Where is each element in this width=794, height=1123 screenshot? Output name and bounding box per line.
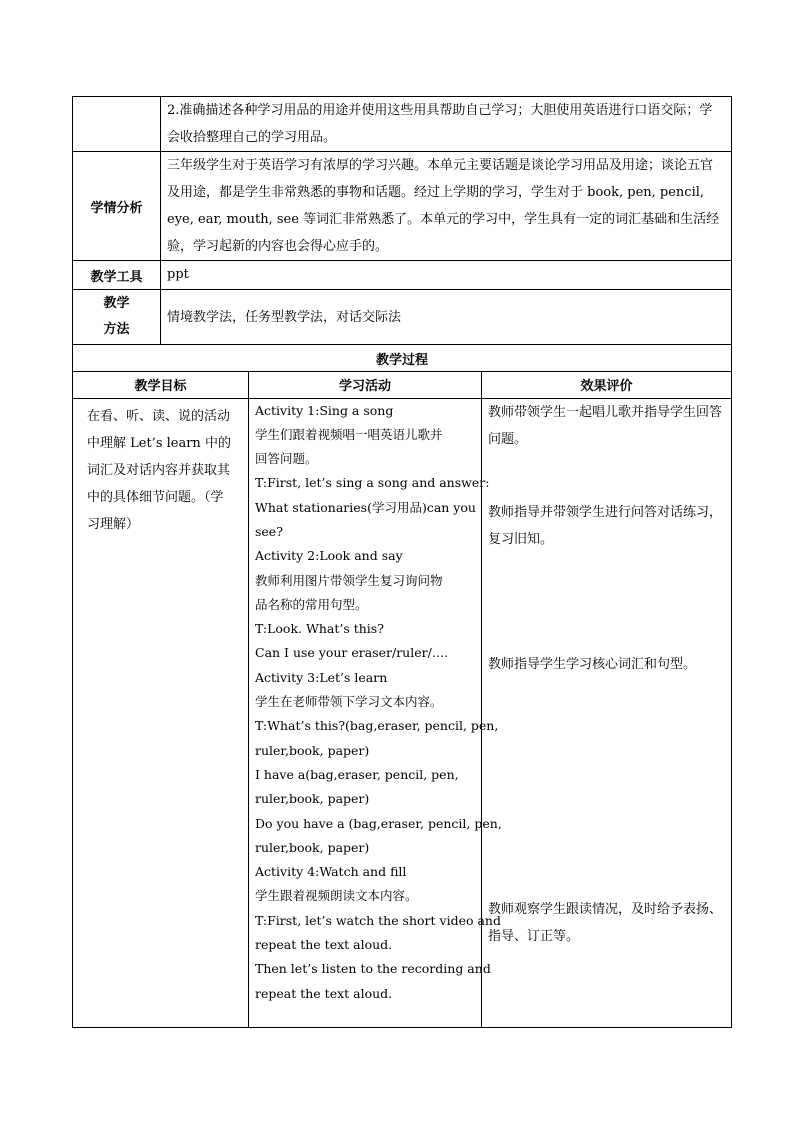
activity-line: T:First, let’s watch the short video and bbox=[255, 912, 501, 928]
evaluation-4: 教师观察学生跟读情况，及时给予表扬、指导、订正等。 bbox=[488, 901, 723, 944]
activity-line: Activity 2:Look and say bbox=[255, 548, 403, 564]
activity-line: ruler,book, paper) bbox=[255, 839, 370, 855]
lesson-plan-top-table bbox=[72, 96, 732, 372]
method-value: 情境教学法，任务型教学法，对话交际法 bbox=[161, 290, 732, 345]
method-label-line-1: 教学 bbox=[103, 296, 130, 311]
activity-line: Activity 3:Let’s learn bbox=[255, 669, 388, 685]
method-row bbox=[73, 290, 732, 345]
learner-text: 三年级学生对于英语学习有浓厚的学习兴趣。本单元主要话题是谈论学习用品及用途；谈论五官及用途，都是学生非常熟悉的事物和话题。经过上学期的学习，学生对于 book, pen, pencil, eye, ear, mouth, see 等词汇非常熟悉了。本单元的学习中，学生具有一定的词汇基础和生活经验，学习起新的内容也会得心应手的。 bbox=[161, 152, 732, 261]
header-activity: 学习活动 bbox=[249, 372, 482, 398]
method-label-line-2: 方法 bbox=[103, 322, 130, 337]
activity-line: Can I use your eraser/ruler/…. bbox=[255, 645, 449, 661]
activity-line: 教师利用图片带领学生复习询问物 bbox=[255, 572, 443, 588]
tools-value: ppt bbox=[161, 261, 732, 290]
activity-line: T:What’s this?(bag,eraser, pencil, pen, bbox=[255, 718, 499, 734]
method-label bbox=[73, 290, 161, 345]
activity-line: ruler,book, paper) bbox=[255, 791, 370, 807]
activity-line: Activity 1:Sing a song bbox=[255, 402, 394, 418]
activity-line: T:First, let’s sing a song and answer: bbox=[255, 475, 490, 491]
objective-text: 2.准确描述各种学习用品的用途并使用这些用具帮助自己学习；大胆使用英语进行口语交际；学会收拾整理自己的学习用品。 bbox=[161, 97, 732, 152]
learner-label: 学情分析 bbox=[73, 152, 161, 261]
header-goal: 教学目标 bbox=[73, 372, 249, 398]
evaluation-cell bbox=[482, 398, 732, 1027]
activity-line: 品名称的常用句型。 bbox=[255, 596, 368, 612]
activity-cell bbox=[249, 398, 502, 1027]
activity-line: Then let’s listen to the recording and bbox=[255, 961, 491, 977]
activity-line: Activity 4:Watch and fill bbox=[255, 864, 407, 880]
process-title-row bbox=[73, 345, 732, 372]
activity-line: 回答问题。 bbox=[255, 451, 318, 467]
evaluation-3: 教师指导学生学习核心词汇和句型。 bbox=[488, 656, 697, 672]
activity-line: 学生跟着视频朗读文本内容。 bbox=[255, 888, 418, 904]
evaluation-1: 教师带领学生一起唱儿歌并指导学生回答问题。 bbox=[488, 404, 723, 447]
objective-row bbox=[73, 97, 732, 152]
header-evaluation: 效果评价 bbox=[482, 372, 732, 398]
evaluation-2: 教师指导并带领学生进行问答对话练习，复习旧知。 bbox=[488, 504, 723, 547]
activity-line: I have a(bag,eraser, pencil, pen, bbox=[255, 766, 459, 782]
activity-line: T:Look. What’s this? bbox=[255, 621, 384, 637]
activity-line: see? bbox=[255, 523, 283, 539]
learner-row bbox=[73, 152, 732, 261]
activity-line: repeat the text aloud. bbox=[255, 985, 393, 1001]
activity-line: Do you have a (bag,eraser, pencil, pen, bbox=[255, 815, 502, 831]
tools-row bbox=[73, 261, 732, 290]
goal-text: 在看、听、读、说的活动中理解 Let’s learn 中的词汇及对话内容并获取其中的具体细节问题。（学习理解） bbox=[73, 398, 249, 1027]
process-title: 教学过程 bbox=[73, 345, 732, 372]
process-header-row bbox=[73, 372, 732, 398]
tools-label: 教学工具 bbox=[73, 261, 161, 290]
activity-line: 学生们跟着视频唱一唱英语儿歌并 bbox=[255, 426, 443, 442]
process-table bbox=[72, 372, 732, 1028]
process-content-row bbox=[73, 398, 732, 1027]
activity-line: ruler,book, paper) bbox=[255, 742, 370, 758]
document-page bbox=[72, 96, 731, 1028]
activity-line: repeat the text aloud. bbox=[255, 937, 393, 953]
activity-line: 学生在老师带领下学习文本内容。 bbox=[255, 694, 443, 710]
activity-line: What stationaries(学习用品)can you bbox=[255, 499, 476, 515]
